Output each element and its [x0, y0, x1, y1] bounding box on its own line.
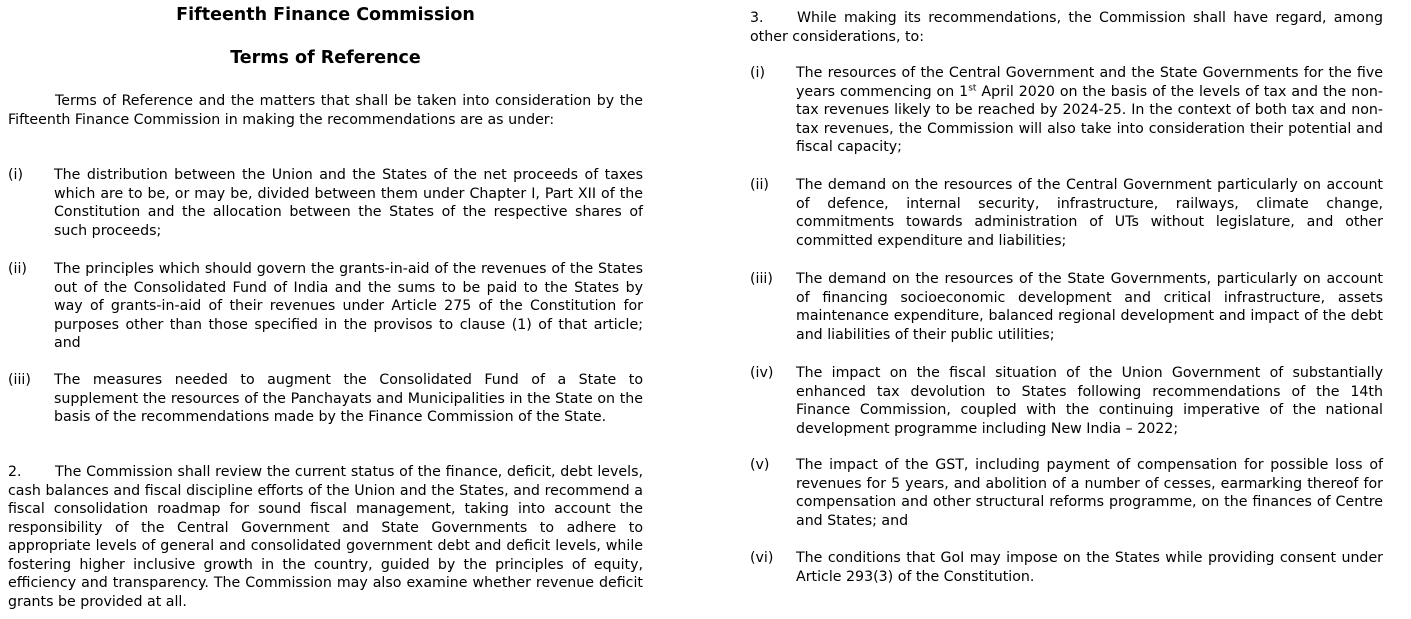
- document-subtitle: Terms of Reference: [230, 48, 421, 68]
- intro-paragraph: Terms of Reference and the matters that shall be taken into consideration by the Fifteenth Finance Commission in making the recommendations are as under:: [8, 93, 643, 128]
- item-text: The impact on the fiscal situation of the Union Government of substantially enhanced tax devolution to States following recommendations of the 14th Finance Commission, coupled with the continuing imperative of the national development programme including New India – 2022;: [796, 365, 1383, 437]
- item-number: (iii): [750, 271, 773, 287]
- left-list-item: [8, 371, 643, 427]
- item-text-part-b: April 2020 on the basis of the levels of tax and the non-tax revenues likely to be reached by 2024-25. In the context of both tax and non-tax revenues, the Commission will also take into consideration their potential and fiscal capacity;: [796, 83, 1384, 155]
- right-list-item: [750, 270, 1383, 344]
- paragraph-2-text: The Commission shall review the current status of the finance, deficit, debt levels, cash balances and fiscal discipline efforts of the Union and the States, and recommend a fiscal consolidation roadmap for sound fiscal management, taking into account the responsibility of the Central Government and State Governments to adhere to appropriate levels of general and consolidated government debt and deficit levels, while fostering higher inclusive growth in the country, guided by the principles of equity, efficiency and transparency. The Commission may also examine whether revenue deficit grants be provided at all.: [8, 464, 643, 610]
- paragraph-3-number: 3.: [750, 10, 764, 26]
- right-list-item: [750, 549, 1383, 586]
- right-list-item: [750, 64, 1383, 157]
- item-text: The measures needed to augment the Consolidated Fund of a State to supplement the resources of the Panchayats and Municipalities in the State on the basis of the recommendations made by the Finance Commission of the State.: [54, 372, 643, 425]
- item-text: The demand on the resources of the Central Government particularly on account of defence, internal security, infrastructure, railways, climate change, commitments towards administration of UTs without legislature, and other committed expenditure and liabilities;: [796, 177, 1383, 249]
- paragraph-2: [8, 463, 643, 611]
- item-number: (vi): [750, 550, 774, 566]
- document-title: Fifteenth Finance Commission: [176, 5, 475, 25]
- item-number: (iii): [8, 372, 31, 388]
- item-number: (ii): [750, 177, 769, 193]
- item-text: The demand on the resources of the State Governments, particularly on account of financing socioeconomic development and critical infrastructure, assets maintenance expenditure, balanced regional development and impact of the debt and liabilities of their public utilities;: [796, 271, 1383, 343]
- item-text: The principles which should govern the grants-in-aid of the revenues of the States out of the Consolidated Fund of India and the sums to be paid to the States by way of grants-in-aid of their revenues under Article 275 of the Constitution for purposes other than those specified in the provisos to clause (1) of that article; and: [54, 261, 643, 351]
- item-number: (i): [750, 65, 766, 81]
- item-text-part-a: The resources of the Central Government and the State Governments for the five years commencing on 1: [796, 65, 1383, 100]
- ordinal-superscript: st: [968, 82, 977, 93]
- item-number: (iv): [750, 365, 774, 381]
- right-list-item: [750, 456, 1383, 530]
- paragraph-2-number: 2.: [8, 464, 22, 480]
- item-text: [796, 64, 1383, 157]
- right-list-item: [750, 176, 1383, 250]
- item-text: The conditions that GoI may impose on the States while providing consent under Article 293(3) of the Constitution.: [796, 550, 1383, 585]
- right-list-item: [750, 364, 1383, 438]
- left-list-item: [8, 260, 643, 353]
- item-number: (i): [8, 167, 24, 183]
- left-list-item: [8, 166, 643, 240]
- item-text: The impact of the GST, including payment of compensation for possible loss of revenues for 5 years, and abolition of a number of cesses, earmarking thereof for compensation and other structural reforms programme, on the finances of Centre and States; and: [796, 457, 1383, 529]
- item-number: (v): [750, 457, 770, 473]
- item-number: (ii): [8, 261, 27, 277]
- paragraph-3-text: While making its recommendations, the Commission shall have regard, among other considerations, to:: [750, 10, 1383, 45]
- paragraph-3: [750, 9, 1383, 46]
- item-text: The distribution between the Union and the States of the net proceeds of taxes which are to be, or may be, divided between them under Chapter I, Part XII of the Constitution and the allocation between the States of the respective shares of such proceeds;: [54, 167, 643, 239]
